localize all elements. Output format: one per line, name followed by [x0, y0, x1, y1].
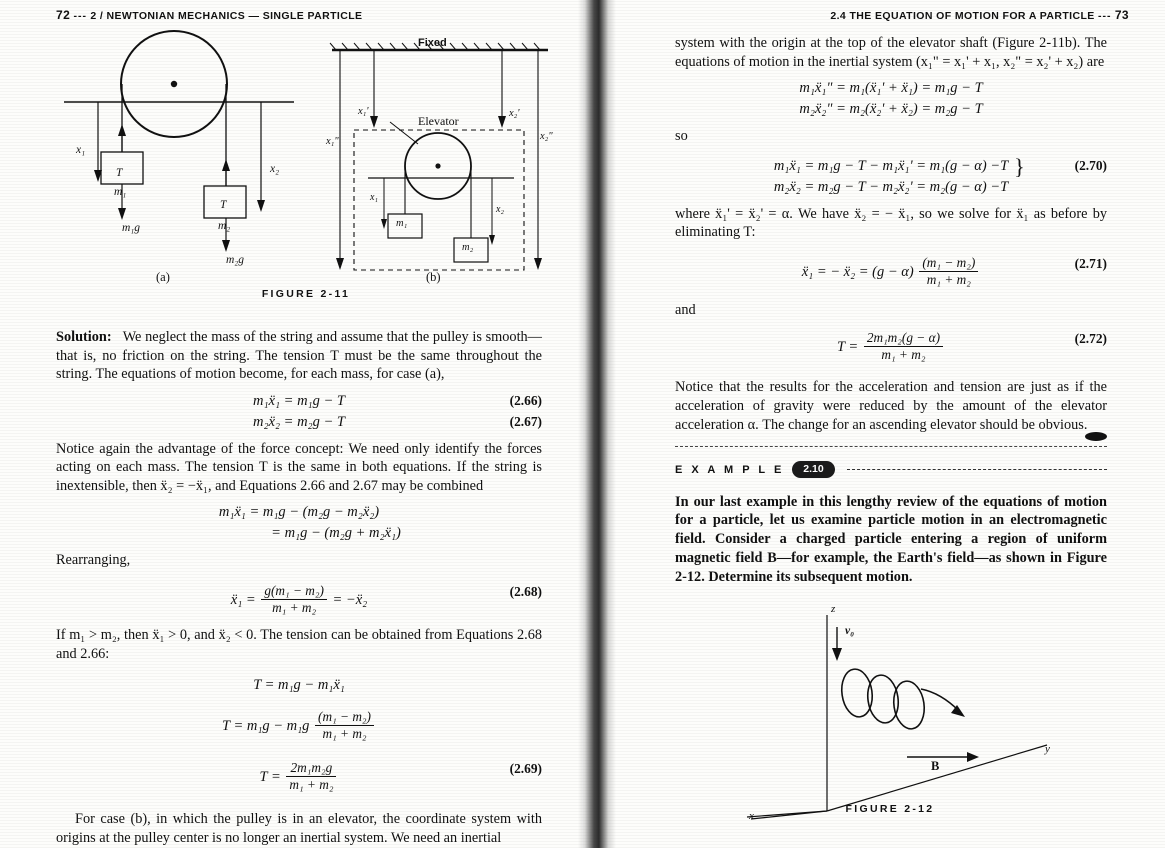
equation-T-2-numerator: (m₁ − m₂): [318, 709, 371, 725]
equation-2-72: [675, 331, 1107, 364]
equation-2-68-lhs: ẍ₁ =: [230, 591, 256, 608]
equation-2-70-number: (2.70): [1074, 157, 1107, 173]
equation-2-72-numerator: 2m₁m₂(g − α): [866, 330, 941, 346]
fig-a-m1g-label: m₁g: [122, 222, 141, 234]
inertial-equations-block: [675, 80, 1107, 118]
left-folio: 72: [56, 8, 71, 22]
equation-2-66-text: m₁ẍ₁ = m₁g − T: [253, 392, 345, 409]
left-head-title: 2 / NEWTONIAN MECHANICS — SINGLE PARTICLE: [90, 10, 363, 22]
fig-b-m2-label: m₂: [462, 242, 474, 253]
right-page: [583, 0, 1165, 848]
equation-2-69: [56, 761, 542, 794]
equation-2-71-numerator: (m₁ − m₂): [922, 254, 976, 270]
equation-2-69-number: (2.69): [509, 761, 542, 777]
equation-2-68-rhs: = −ẍ₂: [332, 591, 368, 608]
example-label: E X A M P L E: [675, 463, 785, 476]
left-page: [0, 0, 582, 848]
figure-2-11a-drawing: [56, 26, 306, 281]
equation-2-70-line-2: [675, 179, 1107, 196]
fig-b-m1-label: m₁: [396, 218, 408, 229]
right-head-dashes: ---: [1098, 10, 1112, 22]
equation-2-72-block: [675, 331, 1107, 364]
equation-2-70-text-1: m₁ẍ₁ = m₁g − T − m₁ẍ₁' = m₁(g − α) −T: [773, 157, 1009, 174]
equation-2-71: [675, 256, 1107, 289]
paragraph-tension: If m₁ > m₂, then ẍ₁ > 0, and ẍ₂ < 0. The tension can be obtained from Equations 2.68 and 2.66:: [56, 627, 542, 662]
example-text: In our last example in this lengthy review of the equations of motion for a particle, let us examine particle motion in an electromagnetic field. Consider a charged particle entering a region of uniform magnetic field B—for example, the Earth's field—as shown in Figure 2-12. Determine its subsequent motion.: [675, 493, 1107, 585]
fig-a-x1-label: x₁: [76, 144, 86, 156]
equation-2-71-fraction: [919, 255, 978, 288]
equation-2-68: [56, 584, 542, 617]
solution-text: We neglect the mass of the string and assume that the pulley is smooth—that is, no friction on the string. The tension T must be the same throughout the string. The equations of motion become, for each mass, for case (a),: [56, 329, 542, 383]
paragraph-where-alpha: where ẍ₁' = ẍ₂' = α. We have ẍ₂ = − ẍ₁, so we solve for ẍ₁ as before by eliminating T:: [675, 205, 1107, 241]
equation-2-67-number: (2.67): [509, 413, 542, 429]
equation-2-69-denominator: m₁ + m₂: [286, 776, 336, 793]
right-body: [675, 34, 1107, 835]
equation-inertial-1: m₁ẍ₁" = m₁(ẍ₁' + ẍ₁) = m₁g − T: [799, 80, 983, 97]
equation-2-70-block: [675, 153, 1107, 196]
fig-b-sublabel: (b): [426, 270, 441, 284]
example-divider-row: [675, 446, 1107, 447]
example-header: [675, 461, 1107, 478]
equation-inertial-2: m₂ẍ₂" = m₂(ẍ₂' + ẍ₂) = m₂g − T: [799, 101, 983, 118]
equation-2-69-numerator: 2m₁m₂g: [290, 760, 333, 776]
equation-2-71-denominator: m₁ + m₂: [919, 271, 978, 288]
fig-a-m1-label: m₁: [114, 186, 127, 198]
equation-T-2-fraction: [315, 709, 374, 742]
equation-2-66-block: [56, 393, 542, 431]
paragraph-force-concept: Notice again the advantage of the force concept: We need only identify the forces acting on each mass. The tension T is the same in both equations. If the string is inextensible, then ẍ₂ = −ẍ₁, and Equations 2.66 and 2.67 may be combined: [56, 440, 542, 494]
equation-2-70-text-2: m₂ẍ₂ = m₂g − T − m₂ẍ₂' = m₂(g − α) −T: [773, 178, 1009, 195]
left-head-dashes: ---: [73, 10, 87, 22]
fig-a-T-right-label: T: [220, 199, 227, 211]
rearranging-label: Rearranging,: [56, 552, 131, 569]
figure-2-12-drawing: [675, 602, 1105, 825]
figure-2-11-caption: FIGURE 2-11: [261, 288, 351, 300]
equation-2-67: [56, 414, 542, 431]
figure-2-12-caption: FIGURE 2-12: [845, 802, 935, 815]
equation-2-71-block: [675, 256, 1107, 289]
example-dash-rule: [847, 469, 1107, 470]
fig-b-x1dprime-label: x₁": [326, 136, 339, 147]
fig-b-x2dprime-label: x₂": [540, 131, 553, 142]
fig-2-12-v0-label: v₀: [845, 624, 855, 637]
fig-a-m2g-label: m₂g: [226, 254, 245, 266]
equation-T-2: [56, 710, 542, 743]
equation-combined-2: = m₁g − (m₂g + m₂ẍ₁): [271, 525, 401, 542]
tension-equations-block: [56, 677, 542, 794]
fig-2-12-axis-z-label: z: [831, 602, 836, 615]
figure-2-11: [56, 26, 556, 306]
figure-2-11b-drawing: [326, 26, 556, 284]
solution-label: Solution:: [56, 329, 112, 345]
example-number-badge: 2.10: [792, 461, 834, 478]
and-label: and: [675, 301, 696, 318]
equation-T-1: T = m₁g − m₁ẍ₁: [253, 677, 345, 694]
equation-2-67-text: m₂ẍ₂ = m₂g − T: [253, 413, 345, 430]
right-running-head: [830, 8, 1129, 22]
fig-a-sublabel: (a): [156, 270, 170, 284]
equation-2-70-line-1: [675, 153, 1107, 179]
divider-dashed: [675, 446, 1107, 447]
fig-b-elevator-label: Elevator: [418, 114, 459, 128]
solution-paragraph: [56, 328, 542, 384]
equation-combined-1: m₁ẍ₁ = m₁g − (m₂g − m₂ẍ₂): [218, 504, 380, 521]
right-folio: 73: [1114, 8, 1129, 22]
equation-2-72-denominator: m₁ + m₂: [864, 346, 943, 363]
paragraph-notice-results: Notice that the results for the acceleration and tension are just as if the acceleration of gravity were reduced by the amount of the elevator acceleration α. The change for an ascending elevator should be obvious.: [675, 379, 1107, 433]
equation-2-71-number: (2.71): [1074, 255, 1107, 271]
fig-b-x2prime-label: x₂': [509, 108, 520, 119]
equation-2-68-numerator: g(m₁ − m₂): [264, 583, 324, 599]
fig-a-T-left-label: T: [116, 167, 123, 179]
fig-a-x2-label: x₂: [270, 163, 280, 175]
so-label: so: [675, 128, 688, 145]
fig-2-12-axis-x-label: x: [749, 809, 754, 822]
paragraph-inertial-system: system with the origin at the top of the elevator shaft (Figure 2-11b). The equations of motion in the inertial system (x₁" = x₁' + x₁, x₂" = x₂' + x₂) are: [675, 35, 1107, 70]
equation-2-68-number: (2.68): [509, 584, 542, 600]
fig-b-fixed-label: Fixed: [418, 37, 447, 49]
equation-T-2-lhs: T = m₁g − m₁g: [222, 718, 310, 735]
equation-2-69-lhs: T =: [259, 769, 281, 786]
equation-2-68-denominator: m₁ + m₂: [261, 599, 327, 616]
equation-2-71-lhs: ẍ₁ = − ẍ₂ = (g − α): [801, 263, 914, 280]
equation-2-68-block: [56, 584, 542, 617]
fig-a-m2-label: m₂: [218, 220, 231, 232]
equation-T-2-denominator: m₁ + m₂: [315, 725, 374, 742]
right-head-title: 2.4 THE EQUATION OF MOTION FOR A PARTICLE: [830, 10, 1095, 22]
left-running-head: [56, 8, 362, 22]
equation-2-66-number: (2.66): [509, 392, 542, 408]
fig-2-12-axis-y-label: y: [1045, 742, 1050, 755]
ink-blob: [1085, 432, 1107, 441]
equation-2-72-fraction: [864, 330, 943, 363]
paragraph-case-b: For case (b), in which the pulley is in an elevator, the coordinate system with origins at the pulley center is no longer an inertial system. We need an inertial: [56, 811, 542, 846]
equation-2-70-brace-top: }: [1014, 153, 1025, 179]
fig-b-x2-label: x₂: [496, 204, 504, 215]
equation-2-68-fraction: [261, 583, 327, 616]
fig-b-x1prime-label: x₁': [358, 106, 369, 117]
equation-2-69-fraction: [286, 760, 336, 793]
equation-2-72-number: (2.72): [1074, 331, 1107, 347]
equation-2-66: [56, 393, 542, 410]
figure-2-12: [675, 602, 1107, 835]
fig-b-x1-label: x₁: [370, 192, 378, 203]
equation-2-72-lhs: T =: [836, 339, 859, 356]
fig-2-12-B-label: B: [931, 758, 940, 773]
combined-equations-block: [56, 504, 542, 542]
left-body: [56, 328, 542, 848]
